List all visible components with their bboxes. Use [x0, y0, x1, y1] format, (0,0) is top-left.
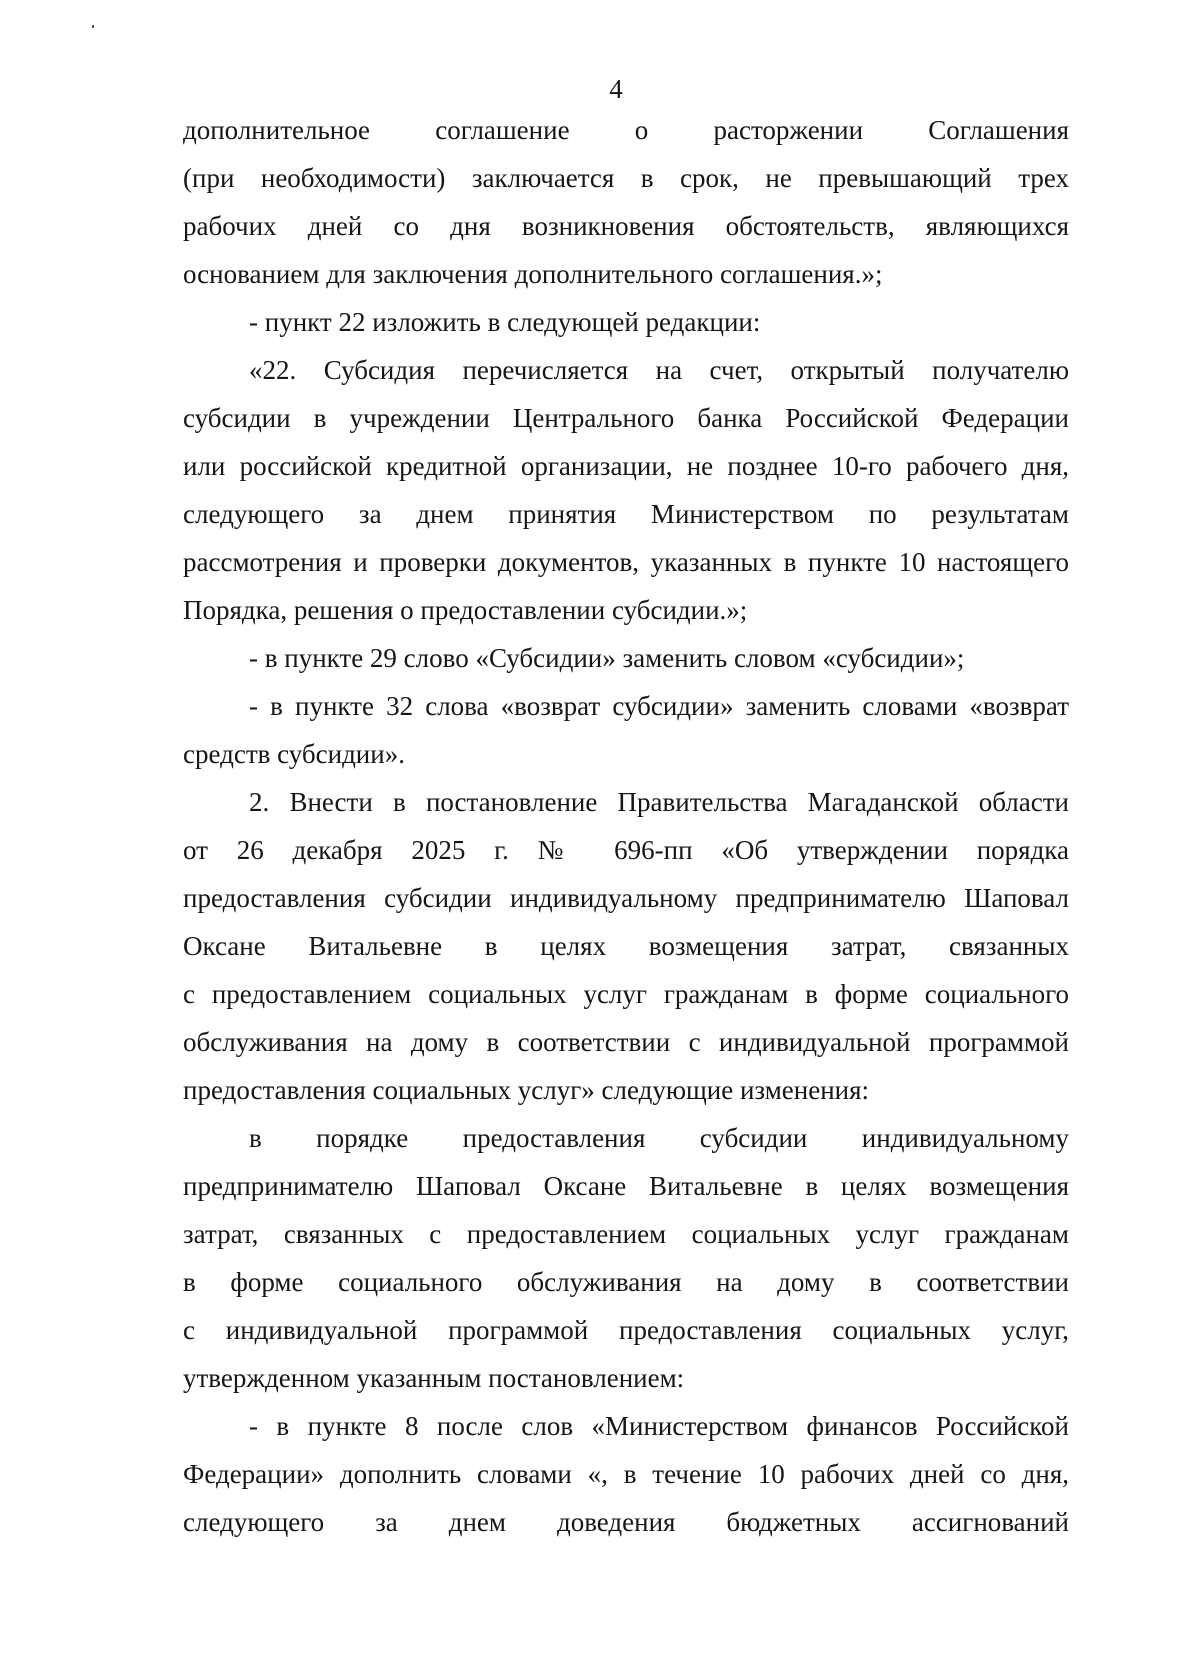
text-line: средств субсидии».: [183, 739, 405, 769]
text-line: обслуживания на дому в соответствии с индивидуальной программой: [183, 1027, 1069, 1057]
text-line: Порядка, решения о предоставлении субсидии.»;: [183, 595, 748, 625]
document-body: [183, 106, 1069, 1546]
text-line: Оксане Витальевне в целях возмещения затрат, связанных: [183, 931, 1069, 961]
text-line: - в пункте 32 слова «возврат субсидии» заменить словами «возврат: [249, 691, 1069, 721]
text-line: с предоставлением социальных услуг гражданам в форме социального: [183, 979, 1069, 1009]
text-line: рабочих дней со дня возникновения обстоятельств, являющихся: [183, 211, 1069, 241]
text-line: от 26 декабря 2025 г. № 696-пп «Об утверждении порядка: [183, 835, 1069, 865]
page-number: 4: [609, 74, 623, 104]
text-line: утвержденном указанным постановлением:: [183, 1363, 685, 1393]
text-line: или российской кредитной организации, не позднее 10-го рабочего дня,: [183, 451, 1069, 481]
text-line: затрат, связанных с предоставлением социальных услуг гражданам: [183, 1219, 1069, 1249]
text-line: в форме социального обслуживания на дому в соответствии: [183, 1267, 1069, 1297]
text-line: основанием для заключения дополнительного соглашения.»;: [183, 259, 883, 289]
text-line: - в пункте 29 слово «Субсидии» заменить словом «субсидии»;: [249, 643, 965, 673]
text-line: с индивидуальной программой предоставления социальных услуг,: [183, 1315, 1069, 1345]
text-line: «22. Субсидия перечисляется на счет, открытый получателю: [249, 355, 1069, 385]
text-line: предоставления социальных услуг» следующие изменения:: [183, 1075, 870, 1105]
text-line: субсидии в учреждении Центрального банка Российской Федерации: [183, 403, 1069, 433]
text-line: - пункт 22 изложить в следующей редакции:: [249, 307, 761, 337]
text-line: следующего за днем принятия Министерством по результатам: [183, 499, 1069, 529]
scan-speck: [92, 25, 94, 28]
text-line: рассмотрения и проверки документов, указанных в пункте 10 настоящего: [183, 547, 1069, 577]
text-line: предпринимателю Шаповал Оксане Витальевне в целях возмещения: [183, 1171, 1069, 1201]
text-line: Федерации» дополнить словами «, в течение 10 рабочих дней со дня,: [183, 1459, 1069, 1489]
text-line: в порядке предоставления субсидии индивидуальному: [249, 1123, 1069, 1153]
text-line: следующего за днем доведения бюджетных ассигнований: [183, 1507, 1069, 1537]
text-line: дополнительное соглашение о расторжении Соглашения: [183, 115, 1069, 145]
text-line: предоставления субсидии индивидуальному предпринимателю Шаповал: [183, 883, 1069, 913]
text-line: - в пункте 8 после слов «Министерством финансов Российской: [249, 1411, 1069, 1441]
text-line: 2. Внести в постановление Правительства Магаданской области: [249, 787, 1069, 817]
text-line: (при необходимости) заключается в срок, не превышающий трех: [183, 163, 1069, 193]
